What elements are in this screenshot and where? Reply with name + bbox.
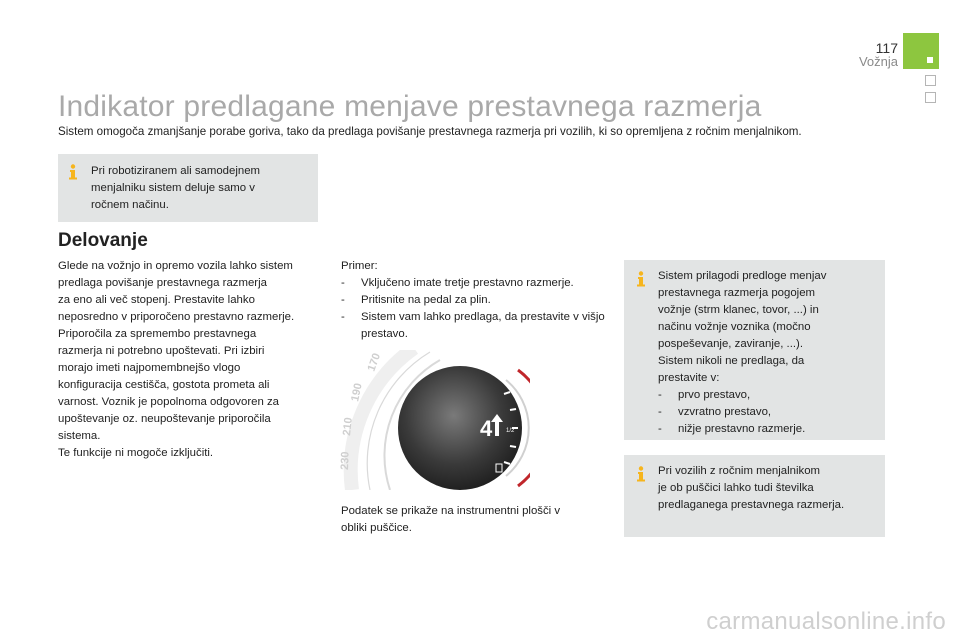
list-item: - Vključeno imate tretje prestavno razmerje. bbox=[341, 275, 611, 292]
paragraph-line: Priporočila za spremembo prestavnega bbox=[58, 328, 257, 340]
speed-label-230: 230 bbox=[339, 451, 352, 471]
page-subtitle: Sistem omogoča zmanjšanje porabe goriva, tako da predlaga povišanje prestavnega razmerja pri vozilih, ki so opremljena z ročnim menjalnikom. bbox=[58, 125, 802, 138]
speed-label-210: 210 bbox=[341, 416, 355, 437]
info-box-robotized bbox=[58, 154, 318, 222]
not-suggested-list bbox=[658, 387, 880, 438]
info-icon bbox=[634, 466, 648, 482]
info-line: prestavnega razmerja pogojem bbox=[658, 287, 816, 299]
half-label: 1/2 bbox=[506, 428, 515, 434]
nav-square-1 bbox=[925, 75, 936, 86]
info-icon bbox=[66, 164, 80, 180]
list-item: - Sistem vam lahko predlaga, da prestavite v višjo prestavo. bbox=[341, 309, 606, 343]
info-line: Pri vozilih z ročnim menjalnikom bbox=[658, 465, 821, 477]
info-box-adaptation bbox=[624, 260, 885, 440]
caption-line: Podatek se prikaže na instrumentni plošči v bbox=[341, 505, 561, 517]
paragraph-line: neposredno v priporočeno prestavno razmerje. bbox=[58, 311, 295, 323]
info-text bbox=[91, 163, 311, 214]
info-line: menjalniku sistem deluje samo v bbox=[91, 182, 255, 194]
speed-label-190: 190 bbox=[349, 382, 365, 403]
section-label: Vožnja bbox=[858, 54, 898, 69]
info-line: Sistem prilagodi predloge menjav bbox=[658, 270, 827, 282]
list-item: - vzvratno prestavo, bbox=[658, 404, 880, 421]
gauge-face bbox=[398, 366, 522, 490]
info-line: načinu vožnje voznika (močno bbox=[658, 321, 811, 333]
section-heading: Delovanje bbox=[58, 230, 148, 251]
tab-marker bbox=[927, 57, 933, 63]
paragraph-line: predlaga povišanje prestavnega razmerja bbox=[58, 277, 267, 289]
paragraph-line: sistema. bbox=[58, 430, 101, 442]
page-number: 117 bbox=[875, 40, 898, 56]
info-line: ročnem načinu. bbox=[91, 199, 169, 211]
info-line: predlaganega prestavnega razmerja. bbox=[658, 499, 845, 511]
info-box-manual bbox=[624, 455, 885, 537]
paragraph-line: upoštevanje oz. neupoštevanje priporočila bbox=[58, 413, 271, 425]
info-text bbox=[658, 268, 880, 438]
info-line: je ob puščici lahko tudi številka bbox=[658, 482, 814, 494]
paragraph-line: konfiguracija cestišča, gostota prometa ali bbox=[58, 379, 270, 391]
caption-line: obliki puščice. bbox=[341, 522, 412, 534]
info-line: pospeševanje, zaviranje, ...). bbox=[658, 338, 803, 350]
list-item: - nižje prestavno razmerje. bbox=[658, 421, 880, 438]
info-icon bbox=[634, 271, 648, 287]
paragraph-line: Glede na vožnjo in opremo vozila lahko sistem bbox=[58, 260, 293, 272]
paragraph-line: varnost. Voznik je popolnoma odgovoren za bbox=[58, 396, 279, 408]
list-item: - Pritisnite na pedal za plin. bbox=[341, 292, 611, 309]
cluster-caption bbox=[341, 503, 611, 537]
list-item: - prvo prestavo, bbox=[658, 387, 880, 404]
paragraph-line: Te funkcije ni mogoče izključiti. bbox=[58, 447, 214, 459]
info-line: Sistem nikoli ne predlaga, da bbox=[658, 355, 805, 367]
paragraph-line: morajo imeti najpomembnejšo vlogo bbox=[58, 362, 241, 374]
example-block bbox=[341, 258, 611, 343]
gear-number: 4 bbox=[480, 416, 493, 441]
watermark: carmanualsonline.info bbox=[706, 608, 946, 635]
paragraph-line: za eno ali več stopenj. Prestavite lahko bbox=[58, 294, 255, 306]
info-line: vožnje (strm klanec, tovor, ...) in bbox=[658, 304, 819, 316]
nav-square-2 bbox=[925, 92, 936, 103]
example-label: Primer: bbox=[341, 260, 378, 272]
paragraph-line: razmerja ni potrebno upoštevati. Pri izbiri bbox=[58, 345, 265, 357]
info-line: prestavite v: bbox=[658, 372, 720, 384]
info-line: Pri robotiziranem ali samodejnem bbox=[91, 165, 261, 177]
section-tab bbox=[903, 33, 939, 69]
delovanje-paragraph bbox=[58, 258, 328, 462]
speed-label-170: 170 bbox=[365, 351, 384, 374]
instrument-cluster-illustration bbox=[330, 350, 530, 490]
example-list bbox=[341, 275, 611, 343]
info-text bbox=[658, 463, 880, 514]
page-title: Indikator predlagane menjave prestavnega razmerja bbox=[58, 90, 762, 123]
